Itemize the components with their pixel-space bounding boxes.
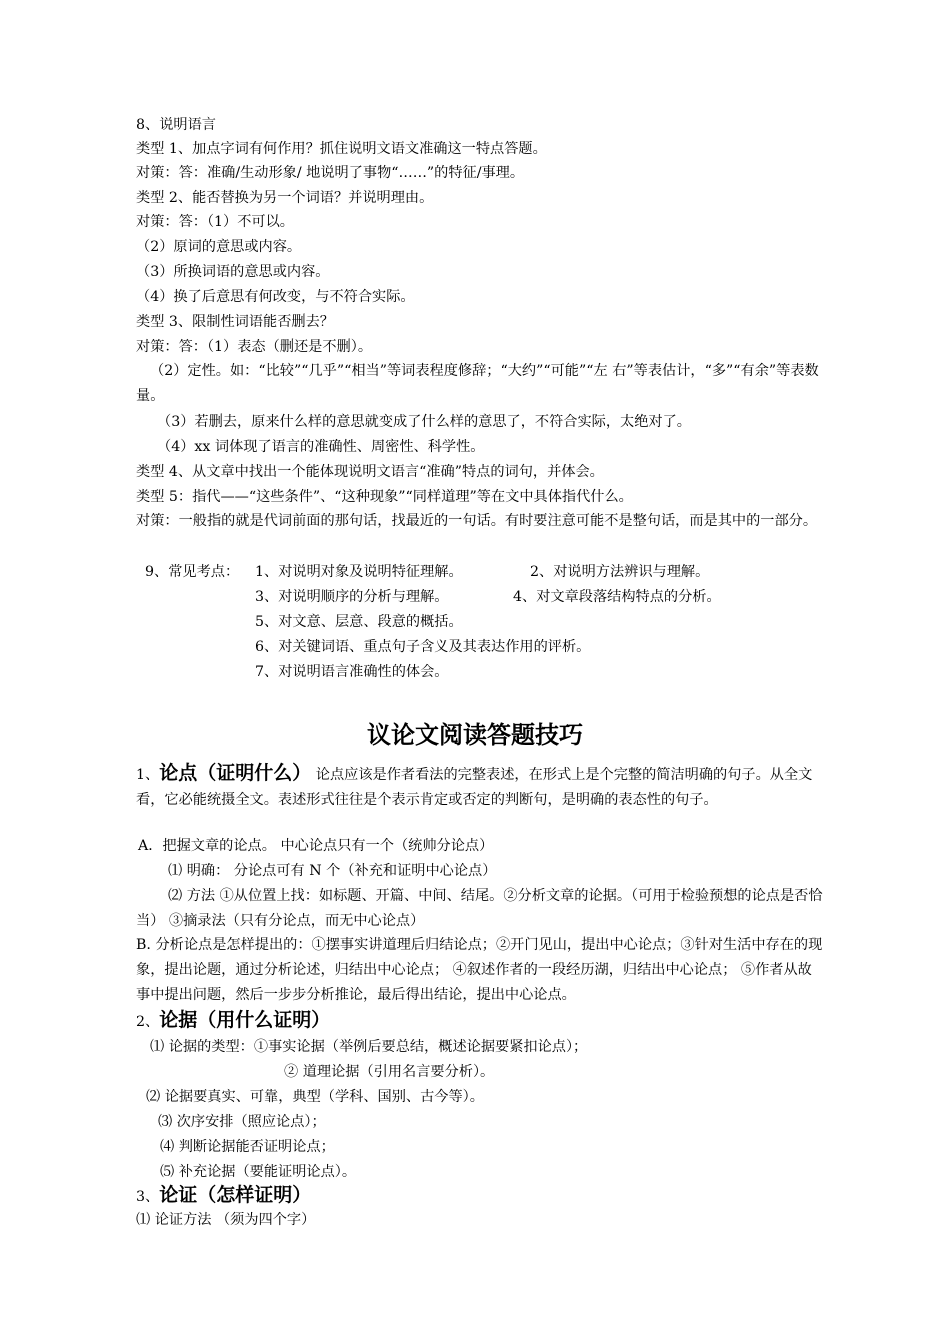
exam-point-3: 3、对说明顺序的分析与理解。 <box>255 589 449 605</box>
item-number: 1、 <box>136 767 160 783</box>
section-heading-language: 8、说明语言 <box>136 117 216 133</box>
exam-points-label: 9、常见考点： <box>145 564 240 580</box>
type5-line: 类型 5：指代——“这些条件”、“这种现象”“同样道理”等在文中具体指代什么。 <box>136 489 633 505</box>
type2-step2: （2）原词的意思或内容。 <box>136 239 302 255</box>
exam-point-6: 6、对关键词语、重点句子含义及其表达作用的评析。 <box>255 639 591 655</box>
evidence-4: ⑷ 判断论据能否证明论点； <box>160 1139 335 1155</box>
exam-point-7: 7、对说明语言准确性的体会。 <box>255 664 449 680</box>
subsection-heading-thesis: 论点（证明什么） <box>159 762 312 784</box>
subsection-heading-argumentation: 论证（怎样证明） <box>159 1184 312 1206</box>
evidence-1b: ② 道理论据（引用名言要分析）。 <box>284 1064 495 1080</box>
type3-step4: （4）xx 词体现了语言的准确性、周密性、科学性。 <box>157 439 485 455</box>
exam-point-4: 4、对文章段落结构特点的分析。 <box>513 589 721 605</box>
exam-point-1: 1、对说明对象及说明特征理解。 <box>255 564 463 580</box>
thesis-description: 论点应该是作者看法的完整表述，在形式上是个完整的简洁明确的句子。从全文看，它必能统摄全文。表述形式往往是个表示肯定或否定的判断句，是明确的表态性的句子。 <box>136 767 813 808</box>
item-number: 3、 <box>136 1189 160 1205</box>
type1-strategy: 对策：答：准确/生动形象/ 地说明了事物“……”的特征/事理。 <box>136 165 525 181</box>
type3-strategy: 对策：答：（1）表态（删还是不删）。 <box>136 339 373 355</box>
type4-line: 类型 4、从文章中找出一个能体现说明文语言“准确”特点的词句，并体会。 <box>136 464 604 480</box>
evidence-2: ⑵ 论据要真实、可靠，典型（学科、国别、古今等）。 <box>146 1089 484 1105</box>
evidence-3: ⑶ 次序安排（照应论点）； <box>158 1114 326 1130</box>
type2-step3: （3）所换词语的意思或内容。 <box>136 264 330 280</box>
type2-step4: （4）换了后意思有何改变，与不符合实际。 <box>136 289 415 305</box>
point-b-paragraph: B. 分析论点是怎样提出的：①摆事实讲道理后归结论点；②开门见山，提出中心论点；③针对生活中存在的现象，提出论题，通过分析论述，归结出中心论点； ④叙述作者的一段经历湖，归结出中心论点； ⑤作者从故事中提出问题，然后一步步分析推论，最后得出结论，提出中心论点。 <box>136 937 823 1003</box>
point-a-1: ⑴ 明确： 分论点可有 N 个（补充和证明中心论点） <box>168 863 497 879</box>
page-title: 议论文阅读答题技巧 <box>367 721 583 749</box>
point-a-line: A．把握文章的论点。 中心论点只有一个（统帅分论点） <box>138 838 494 854</box>
type2-strategy: 对策：答：（1）不可以。 <box>136 214 294 230</box>
evidence-5: ⑸ 补充论据（要能证明论点）。 <box>160 1164 357 1180</box>
type2-line: 类型 2、能否替换为另一个词语？并说明理由。 <box>136 190 434 206</box>
evidence-heading-line <box>136 1006 330 1036</box>
exam-point-2: 2、对说明方法辨识与理解。 <box>530 564 710 580</box>
subsection-heading-evidence: 论据（用什么证明） <box>159 1009 331 1031</box>
argument-point-paragraph <box>136 761 826 813</box>
evidence-1: ⑴ 论据的类型：①事实论据（举例后要总结，概述论据要紧扣论点）； <box>150 1039 588 1055</box>
type5-strategy: 对策：一般指的就是代词前面的那句话，找最近的一句话。有时要注意可能不是整句话，而是其中的一部分。 <box>136 513 818 529</box>
argumentation-heading-line <box>136 1181 311 1211</box>
item-number: 2、 <box>136 1014 160 1030</box>
type3-step2: （2）定性。如：“比较”“几乎”“相当”等词表程度修辞；“大约”“可能”“左 右”等表估计，“多”“有余”等表数量。 <box>136 363 819 404</box>
exam-point-5: 5、对文意、层意、段意的概括。 <box>255 614 463 630</box>
argumentation-1: ⑴ 论证方法 （须为四个字） <box>136 1212 316 1228</box>
point-a-2: ⑵ 方法 ①从位置上找：如标题、开篇、中间、结尾。②分析文章的论据。（可用于检验预想的论点是否恰当） ③摘录法（只有分论点，而无中心论点） <box>136 888 823 929</box>
type3-step3: （3）若删去，原来什么样的意思就变成了什么样的意思了，不符合实际，太绝对了。 <box>157 414 691 430</box>
type3-line: 类型 3、限制性词语能否删去？ <box>136 314 334 330</box>
type1-line: 类型 1、加点字词有何作用？抓住说明文语文准确这一特点答题。 <box>136 141 547 157</box>
